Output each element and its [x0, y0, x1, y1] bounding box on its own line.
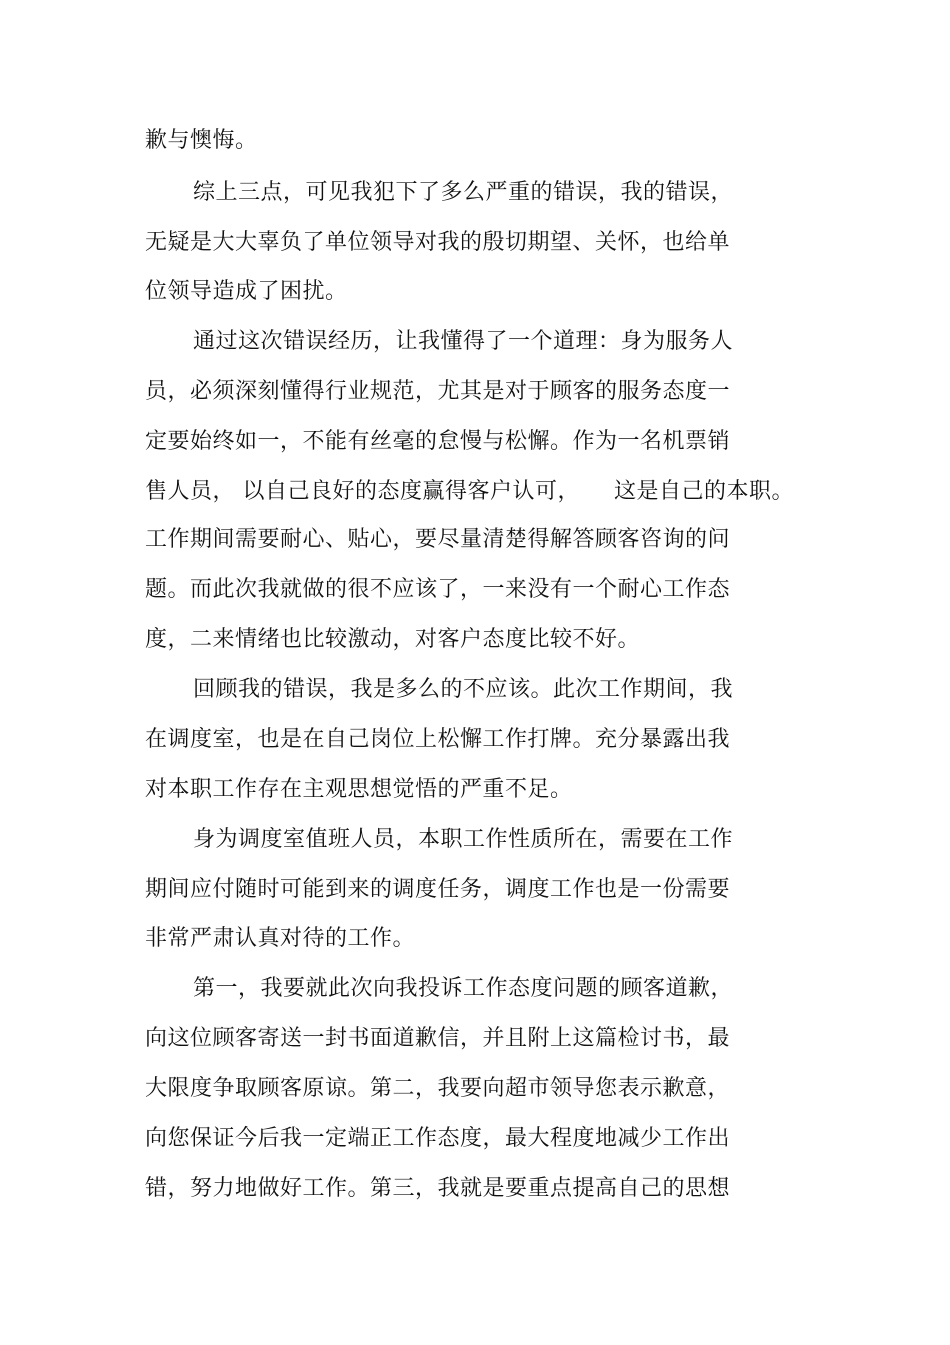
text-line: 期间应付随时可能到来的调度任务，调度工作也是一份需要	[145, 877, 731, 902]
text-line: 向您保证今后我一定端正工作态度，最大程度地减少工作出	[145, 1126, 731, 1151]
paragraph-start-line: 身为调度室值班人员，本职工作性质所在，需要在工作	[193, 827, 734, 852]
text-line: 员，必须深刻懂得行业规范，尤其是对于顾客的服务态度一	[145, 379, 731, 404]
text-line: 对本职工作存在主观思想觉悟的严重不足。	[145, 777, 573, 802]
text-line: 大限度争取顾客原谅。第二，我要向超市领导您表示歉意，	[145, 1076, 731, 1101]
text-line: 在调度室，也是在自己岗位上松懈工作打牌。充分暴露出我	[145, 727, 731, 752]
text-line: 工作期间需要耐心、贴心，要尽量清楚得解答顾客咨询的问	[145, 527, 731, 552]
text-line: 错，努力地做好工作。第三，我就是要重点提高自己的思想	[145, 1176, 731, 1201]
paragraph-start-line: 第一，我要就此次向我投诉工作态度问题的顾客道歉，	[193, 976, 734, 1001]
text-line: 无疑是大大辜负了单位领导对我的殷切期望、关怀，也给单	[145, 230, 731, 255]
paragraph-start-line: 通过这次错误经历，让我懂得了一个道理：身为服务人	[193, 329, 734, 354]
text-line: 位领导造成了困扰。	[145, 279, 348, 304]
text-line: 度，二来情绪也比较激动，对客户态度比较不好。	[145, 627, 641, 652]
text-line: 非常严肃认真对待的工作。	[145, 926, 416, 951]
text-line: 向这位顾客寄送一封书面道歉信，并且附上这篇检讨书，最	[145, 1026, 731, 1051]
text-line: 售人员， 以自己良好的态度赢得客户认可， 这是自己的本职。	[145, 479, 794, 504]
paragraph-start-line: 回顾我的错误，我是多么的不应该。此次工作期间，我	[193, 677, 734, 702]
text-line: 题。而此次我就做的很不应该了，一来没有一个耐心工作态	[145, 577, 731, 602]
paragraph-start-line: 综上三点，可见我犯下了多么严重的错误，我的错误，	[193, 180, 734, 205]
text-line: 歉与懊悔。	[145, 128, 258, 153]
text-line: 定要始终如一，不能有丝毫的怠慢与松懈。作为一名机票销	[145, 429, 731, 454]
